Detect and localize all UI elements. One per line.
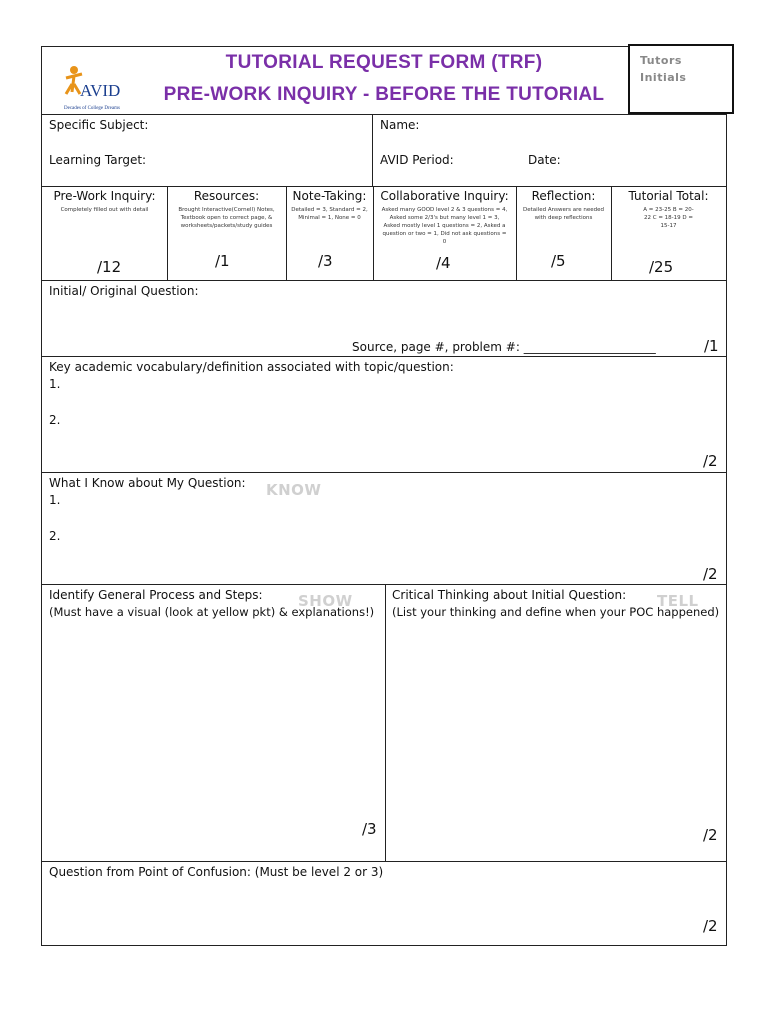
know-item[interactable]: 1. (49, 493, 61, 507)
rubric-desc: Brought Interactive(Cornell) Notes, Textbook open to correct page, & worksheets/packets/study guides (178, 207, 275, 229)
know-item[interactable]: 2. (49, 529, 61, 543)
rubric-desc: Detailed Answers are needed with deep reflections (523, 207, 604, 221)
know-label: What I Know about My Question: (49, 476, 246, 490)
source-label[interactable]: Source, page #, problem #: ______________________ (352, 340, 656, 354)
rubric-heading: Note-Taking: (292, 189, 367, 203)
form-title: TUTORIAL REQUEST FORM (TRF) (225, 52, 543, 73)
avid-period-field[interactable]: AVID Period: (380, 153, 454, 167)
rubric-heading: Collaborative Inquiry: (380, 189, 509, 203)
rubric-desc: A = 23-25 B = 20-22 C = 18-19 D = 15-17 (643, 207, 694, 229)
know-tag: KNOW (266, 481, 322, 499)
name-field[interactable]: Name: (380, 118, 420, 132)
rubric-heading: Reflection: (531, 189, 596, 203)
initials-label: Initials (640, 71, 687, 84)
source-score[interactable]: /1 (704, 337, 719, 355)
specific-subject-field[interactable]: Specific Subject: (49, 118, 149, 132)
rubric-desc: Completely filled out with detail (60, 207, 149, 213)
vocab-item[interactable]: 2. (49, 413, 61, 427)
rubric-score[interactable]: /5 (551, 252, 566, 270)
rubric-score[interactable]: /25 (649, 258, 674, 276)
critical-label: Critical Thinking about Initial Question: (392, 588, 627, 602)
form-frame (41, 46, 727, 946)
date-field[interactable]: Date: (528, 153, 561, 167)
form-subtitle: PRE-WORK INQUIRY - BEFORE THE TUTORIAL (163, 84, 605, 105)
poc-score[interactable]: /2 (703, 917, 718, 935)
vocab-label: Key academic vocabulary/definition associated with topic/question: (49, 360, 454, 374)
rubric-heading: Tutorial Total: (628, 189, 709, 203)
rubric-heading: Pre-Work Inquiry: (53, 189, 156, 203)
vocab-score[interactable]: /2 (703, 452, 718, 470)
critical-score[interactable]: /2 (703, 826, 718, 844)
logo-tagline: Decades of College Dreams (64, 106, 120, 111)
poc-label[interactable]: Question from Point of Confusion: (Must be level 2 or 3) (49, 865, 384, 879)
initial-question-label[interactable]: Initial/ Original Question: (49, 284, 199, 298)
rubric-score[interactable]: /1 (215, 252, 230, 270)
critical-sub: (List your thinking and define when your POC happened) (392, 605, 720, 619)
tell-tag: TELL (657, 592, 699, 610)
process-score[interactable]: /3 (362, 820, 377, 838)
show-tag: SHOW (298, 592, 353, 610)
rubric-score[interactable]: /3 (318, 252, 333, 270)
rubric-score[interactable]: /4 (436, 254, 451, 272)
know-score[interactable]: /2 (703, 565, 718, 583)
tutors-initials-box[interactable] (628, 44, 734, 114)
process-sub: (Must have a visual (look at yellow pkt) & explanations!) (49, 605, 375, 619)
process-label: Identify General Process and Steps: (49, 588, 263, 602)
rubric-desc: Detailed = 3, Standard = 2, Minimal = 1, None = 0 (291, 207, 368, 221)
vocab-item[interactable]: 1. (49, 377, 61, 391)
tutors-label: Tutors (640, 54, 682, 67)
learning-target-field[interactable]: Learning Target: (49, 153, 147, 167)
rubric-desc: Asked many GOOD level 2 & 3 questions = 4, Asked some 2/3's but many level 1 = 3, Asked mostly level 1 questions = 2, Asked a question or two = 1, Did not ask questions = 0 (381, 207, 508, 245)
logo-text: AVID (80, 81, 121, 100)
rubric-heading: Resources: (193, 189, 260, 203)
rubric-score[interactable]: /12 (97, 258, 122, 276)
